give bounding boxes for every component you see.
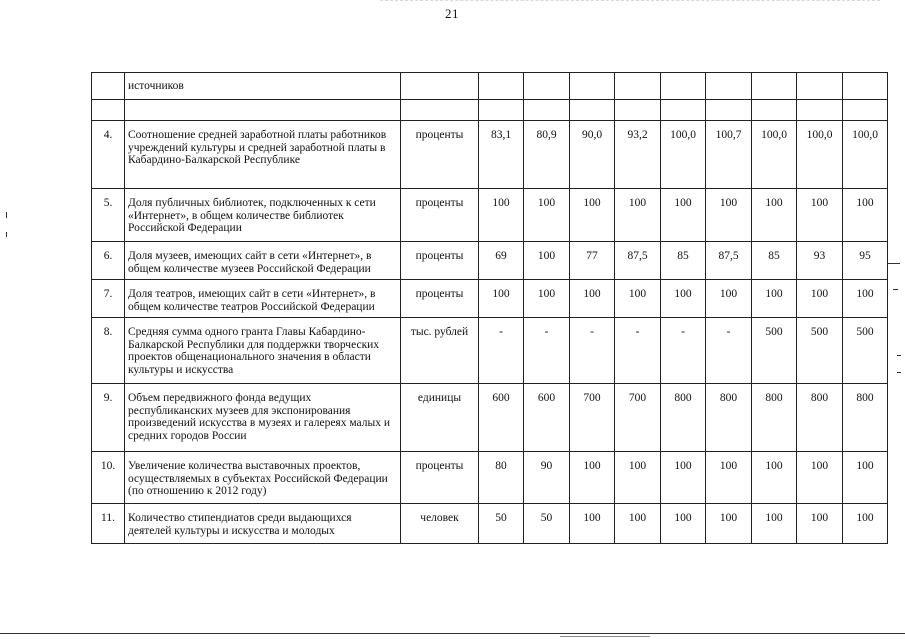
cell-value: 100: [706, 452, 752, 504]
cell-value: 100: [524, 280, 570, 318]
cell-value: 100: [797, 504, 843, 544]
table-row: [92, 280, 888, 318]
cell-name: Доля музеев, имеющих сайт в сети «Интернет», в общем количестве музеев Российской Федерации: [125, 242, 401, 280]
cell-value: 100: [843, 504, 888, 544]
cell-value: 100,0: [752, 121, 797, 189]
cell-value: 100: [661, 452, 706, 504]
cell-value: 100: [570, 452, 615, 504]
indicators-table: [91, 72, 888, 544]
cell-value: 100: [752, 189, 797, 242]
cell-value: 100: [797, 452, 843, 504]
cell-value: 100: [570, 280, 615, 318]
cell-name: Средняя сумма одного гранта Главы Кабардино-Балкарской Республики для поддержки творческих проектов общенационального значения в области культуры и искусства: [125, 318, 401, 384]
cell-num: 8.: [92, 318, 125, 384]
cell-num: 7.: [92, 280, 125, 318]
cell-num: 4.: [92, 121, 125, 189]
cell-empty: [661, 73, 706, 100]
cell-empty: [615, 73, 661, 100]
cell-value: 100: [752, 452, 797, 504]
cell-value: 100: [661, 189, 706, 242]
cell-value: 100,0: [797, 121, 843, 189]
cell-value: 100: [843, 280, 888, 318]
cell-value: -: [524, 318, 570, 384]
bottom-scan-rule: [0, 633, 905, 634]
cell-empty: [706, 100, 752, 121]
cell-value: 800: [752, 384, 797, 452]
cell-name: Доля театров, имеющих сайт в сети «Интернет», в общем количестве театров Российской Федерации: [125, 280, 401, 318]
cell-empty: [797, 100, 843, 121]
cell-value: 500: [843, 318, 888, 384]
cell-value: 100: [706, 504, 752, 544]
cell-value: 500: [752, 318, 797, 384]
cell-value: 100: [615, 189, 661, 242]
cell-num: 6.: [92, 242, 125, 280]
cell-value: 100: [706, 189, 752, 242]
cell-empty: [125, 100, 401, 121]
cell-value: -: [706, 318, 752, 384]
cell-num: 10.: [92, 452, 125, 504]
cell-value: 100: [661, 504, 706, 544]
table-row: [92, 318, 888, 384]
cell-empty: [92, 100, 125, 121]
cell-empty: [843, 100, 888, 121]
cell-unit: проценты: [401, 242, 479, 280]
cell-value: 600: [524, 384, 570, 452]
bottom-scan-rule: [560, 636, 650, 637]
cell-value: 93: [797, 242, 843, 280]
cell-value: 100: [524, 189, 570, 242]
cell-value: 700: [615, 384, 661, 452]
table-row-spacer: [92, 100, 888, 121]
cell-name: Увеличение количества выставочных проектов, осуществляемых в субъектах Российской Федерации (по отношению к 2012 году): [125, 452, 401, 504]
cell-value: 100: [570, 504, 615, 544]
cell-empty: [797, 73, 843, 100]
cell-value: 100: [479, 280, 524, 318]
cell-value: -: [570, 318, 615, 384]
cell-value: 800: [661, 384, 706, 452]
cell-value: 87,5: [706, 242, 752, 280]
cell-value: 85: [661, 242, 706, 280]
cell-empty: [479, 100, 524, 121]
cell-name: Количество стипендиатов среди выдающихся деятелей культуры и искусства и молодых: [125, 504, 401, 544]
cell-value: 100: [615, 280, 661, 318]
cell-empty: [570, 100, 615, 121]
cell-num: [92, 73, 125, 100]
cell-value: 100: [797, 189, 843, 242]
cell-unit: проценты: [401, 452, 479, 504]
page-number: 21: [445, 6, 459, 21]
table-row: [92, 189, 888, 242]
cell-empty: [615, 100, 661, 121]
cell-name: Соотношение средней заработной платы работников учреждений культуры и средней заработной платы в Кабардино-Балкарской Республике: [125, 121, 401, 189]
cell-value: 77: [570, 242, 615, 280]
cell-name: Доля публичных библиотек, подключенных к сети «Интернет», в общем количестве библиотек Российской Федерации: [125, 189, 401, 242]
margin-mark: [897, 372, 901, 373]
cell-value: 90: [524, 452, 570, 504]
table-row: [92, 384, 888, 452]
table-row: [92, 504, 888, 544]
cell-name: источников: [125, 73, 401, 100]
cell-value: 93,2: [615, 121, 661, 189]
cell-num: 5.: [92, 189, 125, 242]
cell-value: 69: [479, 242, 524, 280]
cell-value: 500: [797, 318, 843, 384]
cell-empty: [661, 100, 706, 121]
cell-empty: [752, 100, 797, 121]
table-row: [92, 452, 888, 504]
table-row: [92, 121, 888, 189]
cell-value: 100: [615, 452, 661, 504]
cell-value: 100: [843, 452, 888, 504]
margin-mark: [897, 355, 901, 356]
cell-empty: [524, 100, 570, 121]
top-scan-rule: [380, 0, 880, 1]
cell-value: 100,7: [706, 121, 752, 189]
cell-num: 9.: [92, 384, 125, 452]
cell-empty: [706, 73, 752, 100]
cell-value: 100,0: [843, 121, 888, 189]
cell-value: 100,0: [661, 121, 706, 189]
cell-empty: [479, 73, 524, 100]
cell-value: 700: [570, 384, 615, 452]
cell-value: 50: [479, 504, 524, 544]
cell-value: 800: [843, 384, 888, 452]
cell-unit: тыс. рублей: [401, 318, 479, 384]
cell-value: 87,5: [615, 242, 661, 280]
cell-num: 11.: [92, 504, 125, 544]
cell-empty: [570, 73, 615, 100]
cell-value: 100: [797, 280, 843, 318]
cell-value: -: [661, 318, 706, 384]
cell-value: 100: [661, 280, 706, 318]
cell-value: 80,9: [524, 121, 570, 189]
cell-empty: [752, 73, 797, 100]
cell-value: 100: [752, 280, 797, 318]
cell-unit: проценты: [401, 280, 479, 318]
margin-mark: [6, 232, 7, 237]
margin-mark: [893, 289, 898, 290]
cell-value: 100: [706, 280, 752, 318]
cell-unit: проценты: [401, 189, 479, 242]
cell-empty: [401, 100, 479, 121]
cell-value: 100: [524, 242, 570, 280]
cell-value: 90,0: [570, 121, 615, 189]
table-row: [92, 242, 888, 280]
margin-mark: [6, 212, 7, 218]
cell-value: 50: [524, 504, 570, 544]
table-row-continuation: [92, 73, 888, 100]
cell-value: 100: [479, 189, 524, 242]
cell-value: 100: [570, 189, 615, 242]
cell-empty: [401, 73, 479, 100]
cell-unit: единицы: [401, 384, 479, 452]
cell-empty: [843, 73, 888, 100]
cell-empty: [524, 73, 570, 100]
cell-value: 85: [752, 242, 797, 280]
cell-value: 95: [843, 242, 888, 280]
cell-unit: проценты: [401, 121, 479, 189]
cell-value: 100: [843, 189, 888, 242]
cell-value: 600: [479, 384, 524, 452]
cell-value: 100: [615, 504, 661, 544]
cell-value: 800: [706, 384, 752, 452]
margin-mark: [888, 263, 900, 264]
cell-value: 800: [797, 384, 843, 452]
cell-value: 83,1: [479, 121, 524, 189]
cell-unit: человек: [401, 504, 479, 544]
cell-value: 80: [479, 452, 524, 504]
cell-name: Объем передвижного фонда ведущих республиканских музеев для экспонирования произведений искусства в музеях и галереях малых и средних городов России: [125, 384, 401, 452]
cell-value: 100: [752, 504, 797, 544]
cell-value: -: [615, 318, 661, 384]
cell-value: -: [479, 318, 524, 384]
